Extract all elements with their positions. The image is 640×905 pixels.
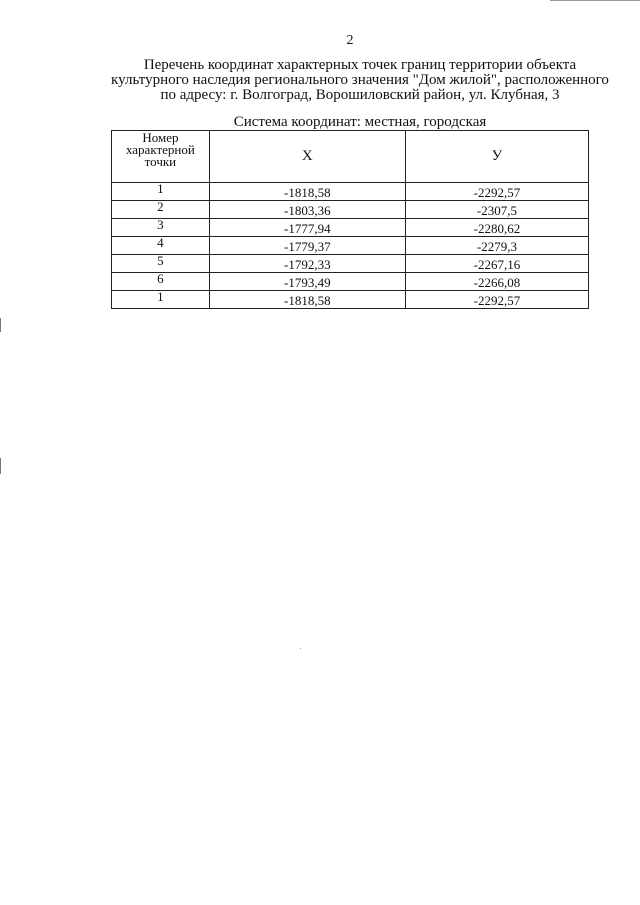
point-number: 4: [112, 237, 210, 255]
table-row: [112, 183, 589, 201]
point-number: 5: [112, 255, 210, 273]
x-value: -1818,58: [209, 291, 405, 309]
y-value: -2307,5: [405, 201, 588, 219]
y-value: -2292,57: [405, 291, 588, 309]
table-row: [112, 219, 589, 237]
point-number: 3: [112, 219, 210, 237]
table-row: [112, 237, 589, 255]
y-value: -2279,3: [405, 237, 588, 255]
page-number: 2: [346, 33, 354, 48]
header-x: X: [209, 131, 405, 183]
y-value: -2266,08: [405, 273, 588, 291]
x-value: -1818,58: [209, 183, 405, 201]
scan-speck: [300, 648, 301, 649]
y-value: -2280,62: [405, 219, 588, 237]
coordinates-table: [111, 130, 589, 309]
x-value: -1792,33: [209, 255, 405, 273]
document-title: [60, 58, 640, 103]
scan-edge-mark: [550, 0, 640, 1]
point-number: 6: [112, 273, 210, 291]
point-number: 1: [112, 291, 210, 309]
header-y: У: [405, 131, 588, 183]
header-number-line-3: точки: [144, 154, 177, 169]
table-row: [112, 255, 589, 273]
scan-edge-mark: [0, 318, 1, 332]
y-value: -2267,16: [405, 255, 588, 273]
x-value: -1777,94: [209, 219, 405, 237]
title-line-3: по адресу: г. Волгоград, Ворошиловский район, ул. Клубная, 3: [160, 87, 560, 103]
y-value: -2292,57: [405, 183, 588, 201]
x-value: -1803,36: [209, 201, 405, 219]
x-value: -1793,49: [209, 273, 405, 291]
header-point-number: [112, 131, 210, 183]
point-number: 1: [112, 183, 210, 201]
table-row: [112, 273, 589, 291]
point-number: 2: [112, 201, 210, 219]
coordinate-system-caption: Система координат: местная, городская: [233, 114, 487, 130]
title-line-1: Перечень координат характерных точек границ территории объекта: [143, 57, 577, 73]
header-number-line-1: Номер: [142, 130, 179, 145]
scan-edge-mark: [0, 458, 1, 474]
table-header-row: [112, 131, 589, 183]
table-row: [112, 201, 589, 219]
title-line-2: культурного наследия регионального значения "Дом жилой", расположенного: [111, 72, 609, 88]
header-number-line-2: характерной: [125, 142, 195, 157]
table-row: [112, 291, 589, 309]
x-value: -1779,37: [209, 237, 405, 255]
